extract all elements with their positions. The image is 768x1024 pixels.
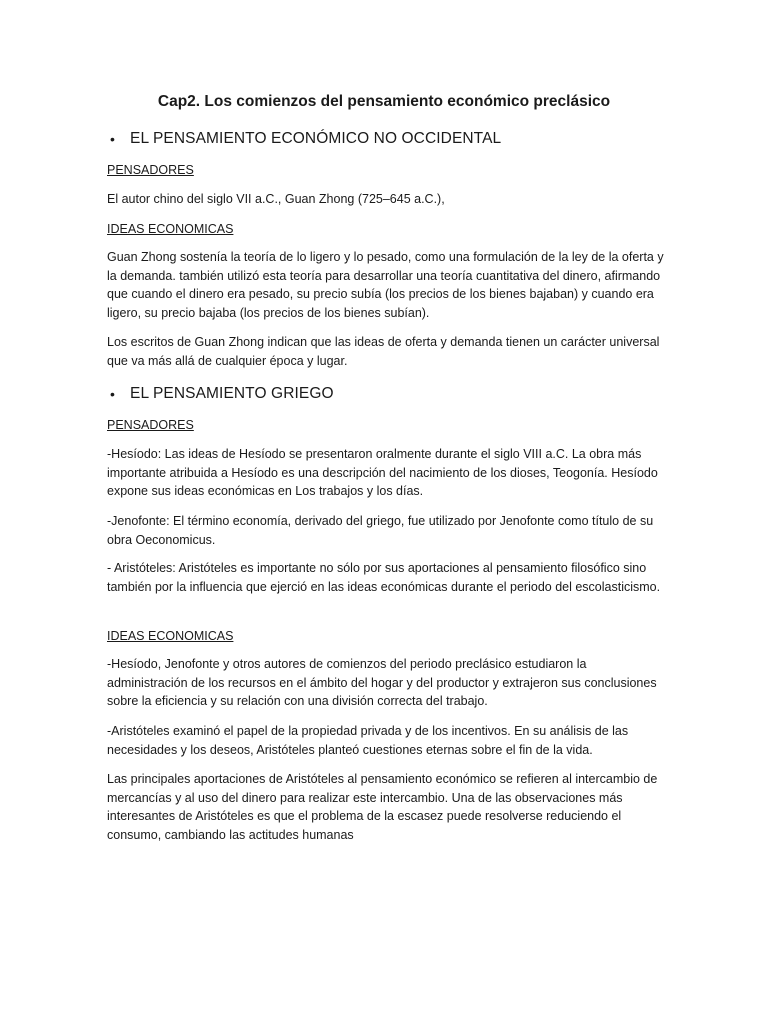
paragraph-ideas-3: Las principales aportaciones de Aristóteles al pensamiento económico se refieren al intercambio de mercancías y al uso del dinero para realizar este intercambio. Una de las observaciones más interesantes de Aristóteles es que el problema de la escasez puede resolverse reduciendo el consumo, cambiando las actitudes humanas <box>107 772 658 842</box>
section-heading-greek <box>110 384 334 404</box>
label-ideas-economicas: IDEAS ECONOMICAS <box>107 629 234 643</box>
document-title: Cap2. Los comienzos del pensamiento económico preclásico <box>157 93 611 110</box>
paragraph-jenofonte: -Jenofonte: El término economía, derivado del griego, fue utilizado por Jenofonte como título de su obra Oeconomicus. <box>107 514 654 547</box>
label-pensadores: PENSADORES <box>107 163 194 177</box>
paragraph-ideas-2: Los escritos de Guan Zhong indican que las ideas de oferta y demanda tienen un carácter universal que va más allá de cualquier época y lugar. <box>107 335 660 368</box>
bullet-icon: • <box>110 386 116 402</box>
bullet-icon: • <box>110 131 116 147</box>
paragraph-pensadores: El autor chino del siglo VII a.C., Guan Zhong (725–645 a.C.), <box>107 192 445 206</box>
paragraph-ideas-1: Guan Zhong sostenía la teoría de lo ligero y lo pesado, como una formulación de la ley de la oferta y la demanda. también utilizó esta teoría para desarrollar una teoría cuantitativa del dinero, afirmando que cuando el dinero era pesado, su precio subía (los precios de los bienes bajaban) y cuando era ligero, su precio bajaba (los precios de los bienes subían). <box>107 250 664 320</box>
label-pensadores: PENSADORES <box>107 418 194 432</box>
paragraph-ideas-2: -Aristóteles examinó el papel de la propiedad privada y de los incentivos. En su análisis de las necesidades y los deseos, Aristóteles planteó cuestiones eternas sobre el fin de la vida. <box>107 724 629 757</box>
paragraph-aristoteles: - Aristóteles: Aristóteles es importante no sólo por sus aportaciones al pensamiento filosófico sino también por la influencia que ejerció en las ideas económicas durante el periodo del escolasticismo. <box>107 561 661 594</box>
section-heading-non-western <box>110 129 502 149</box>
label-ideas-economicas: IDEAS ECONOMICAS <box>107 222 234 236</box>
section-heading-text: EL PENSAMIENTO GRIEGO <box>130 385 334 402</box>
paragraph-hesiodo: -Hesíodo: Las ideas de Hesíodo se presentaron oralmente durante el siglo VIII a.C. La obra más importante atribuida a Hesíodo es una descripción del nacimiento de los dioses, Teogonía. Hesíodo expone sus ideas económicas en Los trabajos y los días. <box>107 447 658 499</box>
section-heading-text: EL PENSAMIENTO ECONÓMICO NO OCCIDENTAL <box>130 130 502 147</box>
paragraph-ideas-1: -Hesíodo, Jenofonte y otros autores de comienzos del periodo preclásico estudiaron la administración de los recursos en el ámbito del hogar y del productor y extrajeron sus conclusiones sobre la eficiencia y su relación con una división correcta del trabajo. <box>107 657 657 709</box>
